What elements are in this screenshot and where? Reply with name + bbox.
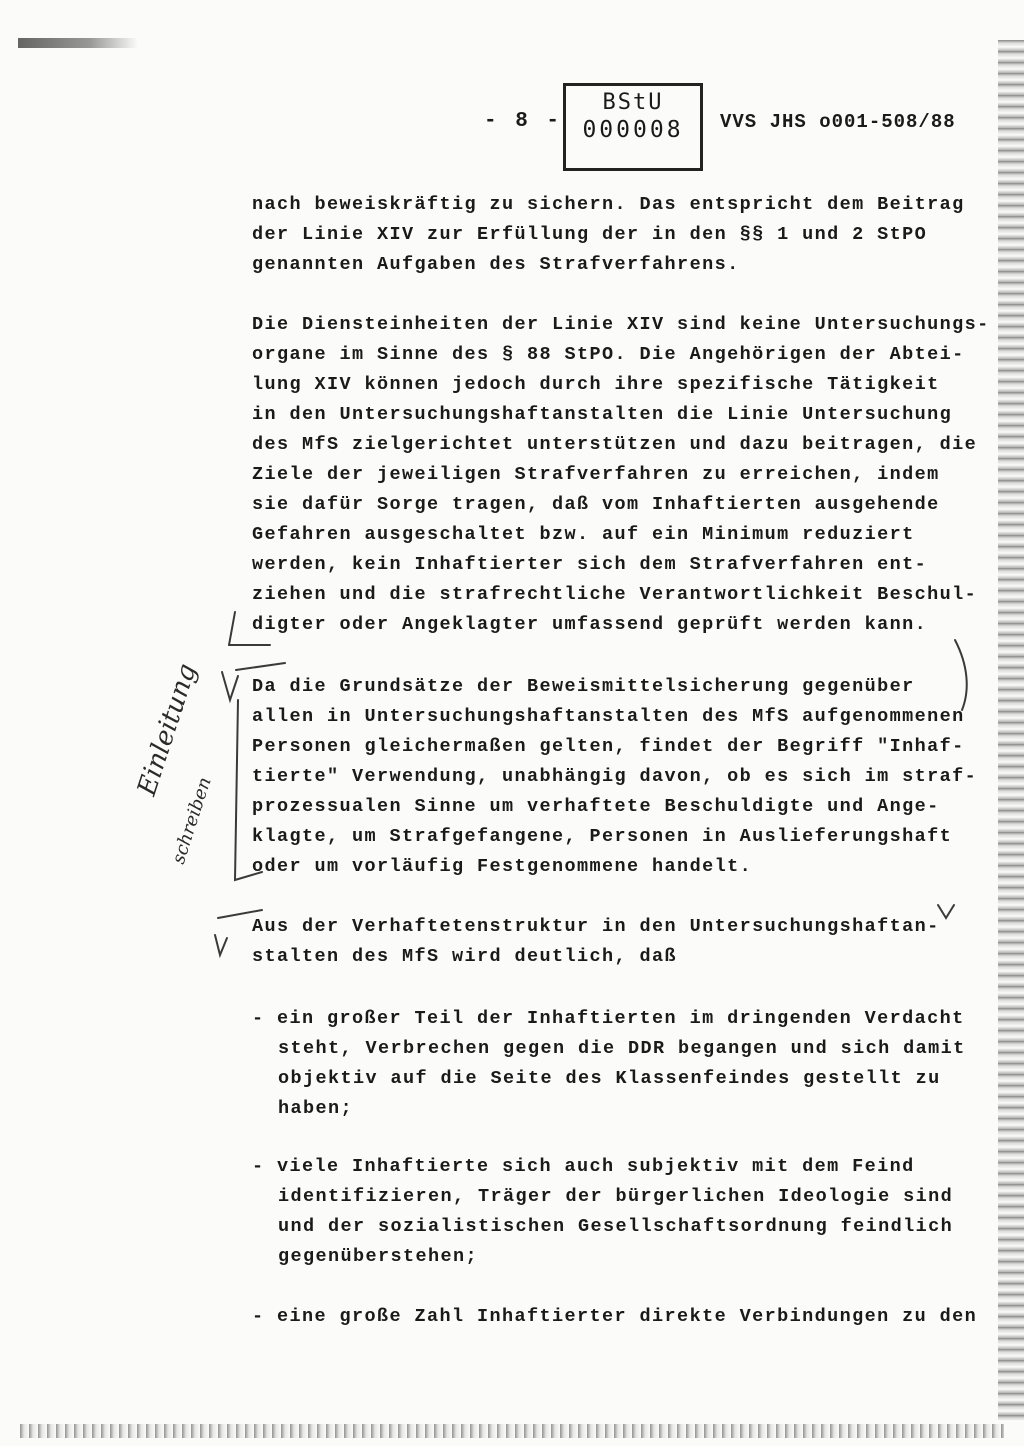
- margin-bracket-mark: [229, 612, 235, 645]
- stamp-number: 000008: [582, 117, 684, 143]
- margin-bracket-mark: [235, 700, 262, 880]
- text-line: ziehen und die strafrechtliche Verantwortlichkeit Beschul-: [252, 584, 978, 605]
- list-item-line: und der sozialistischen Gesellschaftsordnung feindlich: [278, 1216, 954, 1237]
- text-line: tierte" Verwendung, unabhängig davon, ob es sich im straf-: [252, 766, 978, 787]
- text-line: Ziele der jeweiligen Strafverfahren zu erreichen, indem: [252, 464, 940, 485]
- text-line: Gefahren ausgeschaltet bzw. auf ein Minimum reduziert: [252, 524, 915, 545]
- scan-edge-right: [998, 40, 1024, 1420]
- handwritten-note: Einleitung: [132, 660, 203, 800]
- text-line: werden, kein Inhaftierter sich dem Strafverfahren ent-: [252, 554, 928, 575]
- text-line: digter oder Angeklagter umfassend geprüft werden kann.: [252, 614, 928, 635]
- archive-stamp: [563, 83, 703, 171]
- checkmark-icon: [222, 672, 238, 700]
- text-line: klagte, um Strafgefangene, Personen in Auslieferungshaft: [252, 826, 953, 847]
- margin-bracket-mark: [236, 663, 285, 670]
- handwritten-note: schreiben: [168, 774, 216, 867]
- list-item-line: gegenüberstehen;: [278, 1246, 479, 1267]
- margin-bracket-mark: [955, 640, 967, 710]
- list-item-line: - ein großer Teil der Inhaftierten im dringenden Verdacht: [252, 1008, 965, 1029]
- text-line: oder um vorläufig Festgenommene handelt.: [252, 856, 753, 877]
- text-line: in den Untersuchungshaftanstalten die Linie Untersuchung: [252, 404, 953, 425]
- checkmark-icon: [938, 905, 954, 918]
- scan-edge-top: [18, 38, 138, 48]
- text-line: Da die Grundsätze der Beweismittelsicherung gegenüber: [252, 676, 915, 697]
- text-line: lung XIV können jedoch durch ihre spezifische Tätigkeit: [252, 374, 940, 395]
- text-line: des MfS zielgerichtet unterstützen und dazu beitragen, die: [252, 434, 978, 455]
- list-item-line: haben;: [278, 1098, 354, 1119]
- list-item-line: - viele Inhaftierte sich auch subjektiv mit dem Feind: [252, 1156, 915, 1177]
- text-line: der Linie XIV zur Erfüllung der in den §§ 1 und 2 StPO: [252, 224, 928, 245]
- checkmark-icon: [215, 935, 227, 955]
- text-line: allen in Untersuchungshaftanstalten des MfS aufgenommenen: [252, 706, 965, 727]
- stamp-label: BStU: [602, 90, 664, 115]
- document-reference: VVS JHS o001-508/88: [720, 111, 956, 133]
- scan-edge-bottom: [20, 1424, 1004, 1438]
- text-line: Aus der Verhaftetenstruktur in den Untersuchungshaftan-: [252, 916, 940, 937]
- text-line: genannten Aufgaben des Strafverfahrens.: [252, 254, 740, 275]
- text-line: organe im Sinne des § 88 StPO. Die Angehörigen der Abtei-: [252, 344, 965, 365]
- text-line: stalten des MfS wird deutlich, daß: [252, 946, 678, 967]
- list-item-line: identifizieren, Träger der bürgerlichen Ideologie sind: [278, 1186, 954, 1207]
- text-line: nach beweiskräftig zu sichern. Das entspricht dem Beitrag: [252, 194, 965, 215]
- list-item-line: objektiv auf die Seite des Klassenfeindes gestellt zu: [278, 1068, 941, 1089]
- list-item-line: - eine große Zahl Inhaftierter direkte Verbindungen zu den: [252, 1306, 978, 1327]
- text-line: sie dafür Sorge tragen, daß vom Inhaftierten ausgehende: [252, 494, 940, 515]
- page-number: - 8 -: [484, 110, 563, 133]
- list-item-line: steht, Verbrechen gegen die DDR begangen und sich damit: [278, 1038, 966, 1059]
- text-line: Personen gleichermaßen gelten, findet der Begriff "Inhaf-: [252, 736, 965, 757]
- text-line: prozessualen Sinne um verhaftete Beschuldigte und Ange-: [252, 796, 940, 817]
- text-line: Die Diensteinheiten der Linie XIV sind keine Untersuchungs-: [252, 314, 990, 335]
